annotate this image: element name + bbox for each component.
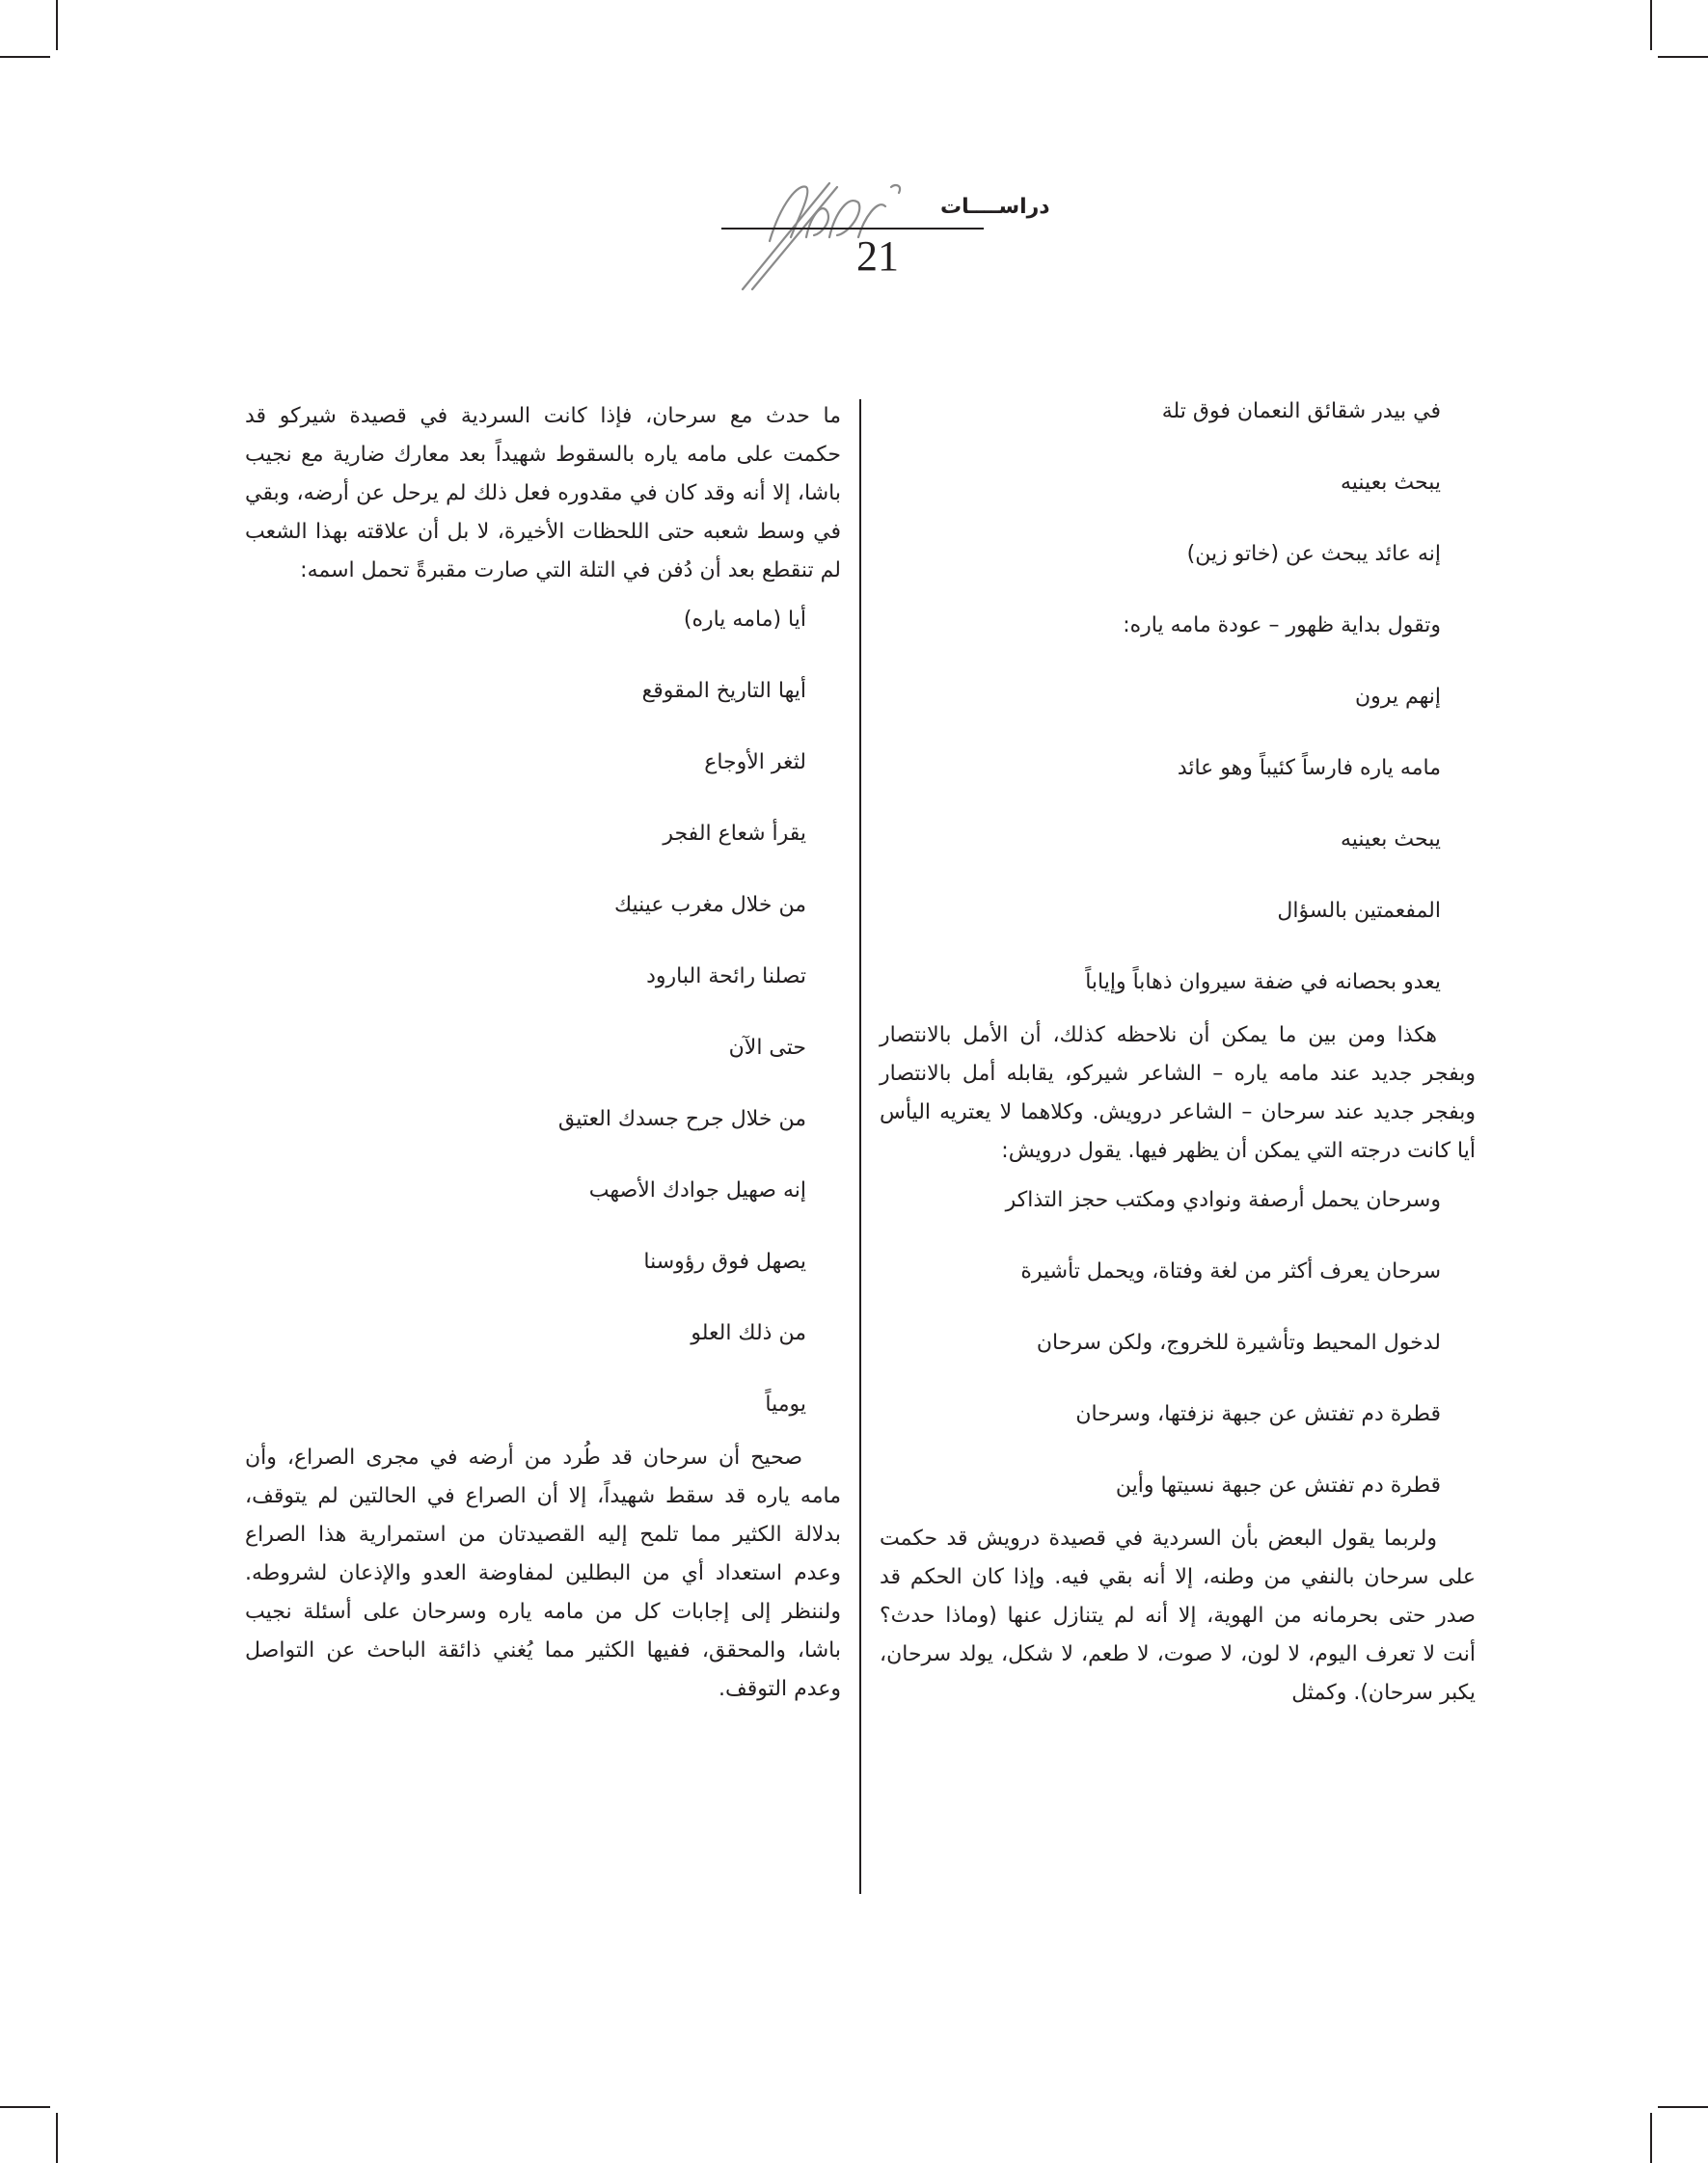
- verse-line: أيها التاريخ المقوقع: [641, 679, 806, 703]
- verse-line: حتى الآن: [728, 1036, 806, 1060]
- verse-line: في بيدر شقائق النعمان فوق تلة: [1161, 399, 1441, 423]
- verse-line: يبحث بعينيه: [1340, 827, 1441, 852]
- crop-mark: [0, 56, 50, 58]
- crop-mark: [1650, 0, 1652, 50]
- verse-line: لثغر الأوجاع: [704, 750, 806, 774]
- verse-line: إنه صهيل جوادك الأصهب: [588, 1178, 806, 1203]
- verse-line: قطرة دم تفتش عن جبهة نزفتها، وسرحان: [1075, 1402, 1441, 1426]
- verse-line: من خلال جرح جسدك العتيق: [557, 1107, 806, 1131]
- left-column: [245, 397, 841, 1709]
- verse-line: إنه عائد يبحث عن (خاتو زين): [1186, 542, 1441, 566]
- crop-mark: [1658, 2106, 1708, 2108]
- verse-line: لدخول المحيط وتأشيرة للخروج، ولكن سرحان: [1036, 1331, 1441, 1355]
- crop-mark: [1650, 2113, 1652, 2163]
- body-paragraph: صحيح أن سرحان قد طُرد من أرضه في مجرى الصراع، وأن مامه ياره قد سقط شهيداً، إلا أن الصراع في الحالتين لم يتوقف، بدلالة الكثير مما تلمح إليه القصيدتان من استمرارية هذا الصراع وعدم استعداد أي من البطلين لمفاوضة العدو والإذعان لشروطه. ولننظر إلى إجابات كل من مامه ياره وسرحان على أسئلة نجيب باشا، والمحقق، ففيها الكثير مما يُغني ذائقة الباحث عن التواصل وعدم التوقف.: [245, 1446, 841, 1701]
- verse-line: وسرحان يحمل أرصفة ونوادي ومكتب حجز التذاكر: [1005, 1188, 1441, 1212]
- verse-line: يصهل فوق رؤوسنا: [643, 1250, 806, 1274]
- column-divider: [859, 399, 861, 1894]
- verse-line: قطرة دم تفتش عن جبهة نسيتها وأين: [1115, 1474, 1441, 1498]
- verse-line: يومياً: [765, 1392, 806, 1417]
- verse-line: سرحان يعرف أكثر من لغة وفتاة، ويحمل تأشيرة: [1020, 1259, 1441, 1284]
- verse-line: يعدو بحصانه في ضفة سيروان ذهاباً وإياباً: [1085, 970, 1441, 994]
- verse-line: المفعمتين بالسؤال: [1277, 899, 1441, 923]
- verse-line: وتقول بداية ظهور – عودة مامه ياره:: [1123, 613, 1441, 637]
- verse-line: من خلال مغرب عينيك: [613, 893, 806, 917]
- verse-line: يقرأ شعاع الفجر: [663, 822, 806, 846]
- verse-line: أيا (مامه ياره): [683, 608, 806, 632]
- verse-line: مامه ياره فارساً كئيباً وهو عائد: [1177, 756, 1441, 780]
- body-paragraph: هكذا ومن بين ما يمكن أن نلاحظه كذلك، أن الأمل بالانتصار وبفجر جديد عند مامه ياره – الشاعر شيركو، يقابله أمل بالانتصار وبفجر جديد عند سرحان – الشاعر درويش. وكلاهما لا يعتريه اليأس أيا كانت درجته التي يمكن أن يظهر فيها. يقول درويش:: [880, 1023, 1476, 1163]
- crop-mark: [1658, 56, 1708, 58]
- right-column: [880, 397, 1476, 1713]
- verse-line: إنهم يرون: [1354, 685, 1441, 709]
- crop-mark: [0, 2106, 50, 2108]
- verse-line: من ذلك العلو: [691, 1321, 806, 1345]
- crop-mark: [56, 2113, 58, 2163]
- crop-mark: [56, 0, 58, 50]
- header-rule: [721, 228, 984, 230]
- verse-line: يبحث بعينيه: [1340, 471, 1441, 495]
- page-number: 21: [856, 232, 899, 280]
- verse-line: تصلنا رائحة البارود: [646, 964, 806, 988]
- body-paragraph: ما حدث مع سرحان، فإذا كانت السردية في قصيدة شيركو قد حكمت على مامه ياره بالسقوط شهيداً بعد معارك ضارية مع نجيب باشا، إلا أنه وقد كان في مقدوره فعل ذلك لم يرحل عن أرضه، وبقي في وسط شعبه حتى اللحظات الأخيرة، لا بل أن علاقته بهذا الشعب لم تنقطع بعد أن دُفن في التلة التي صارت مقبرةً تحمل اسمه:: [245, 404, 841, 582]
- section-title: دراســــات: [940, 195, 1050, 219]
- body-paragraph: ولربما يقول البعض بأن السردية في قصيدة درويش قد حكمت على سرحان بالنفي من وطنه، إلا أنه بقي فيه. وإذا كان الحكم قد صدر حتى بحرمانه من الهوية، إلا أنه لم يتنازل عنها (وماذا حدث؟ أنت لا تعرف اليوم، لا لون، لا صوت، لا طعم، لا شكل، يولد سرحان، يكبر سرحان). وكمثل: [880, 1527, 1476, 1705]
